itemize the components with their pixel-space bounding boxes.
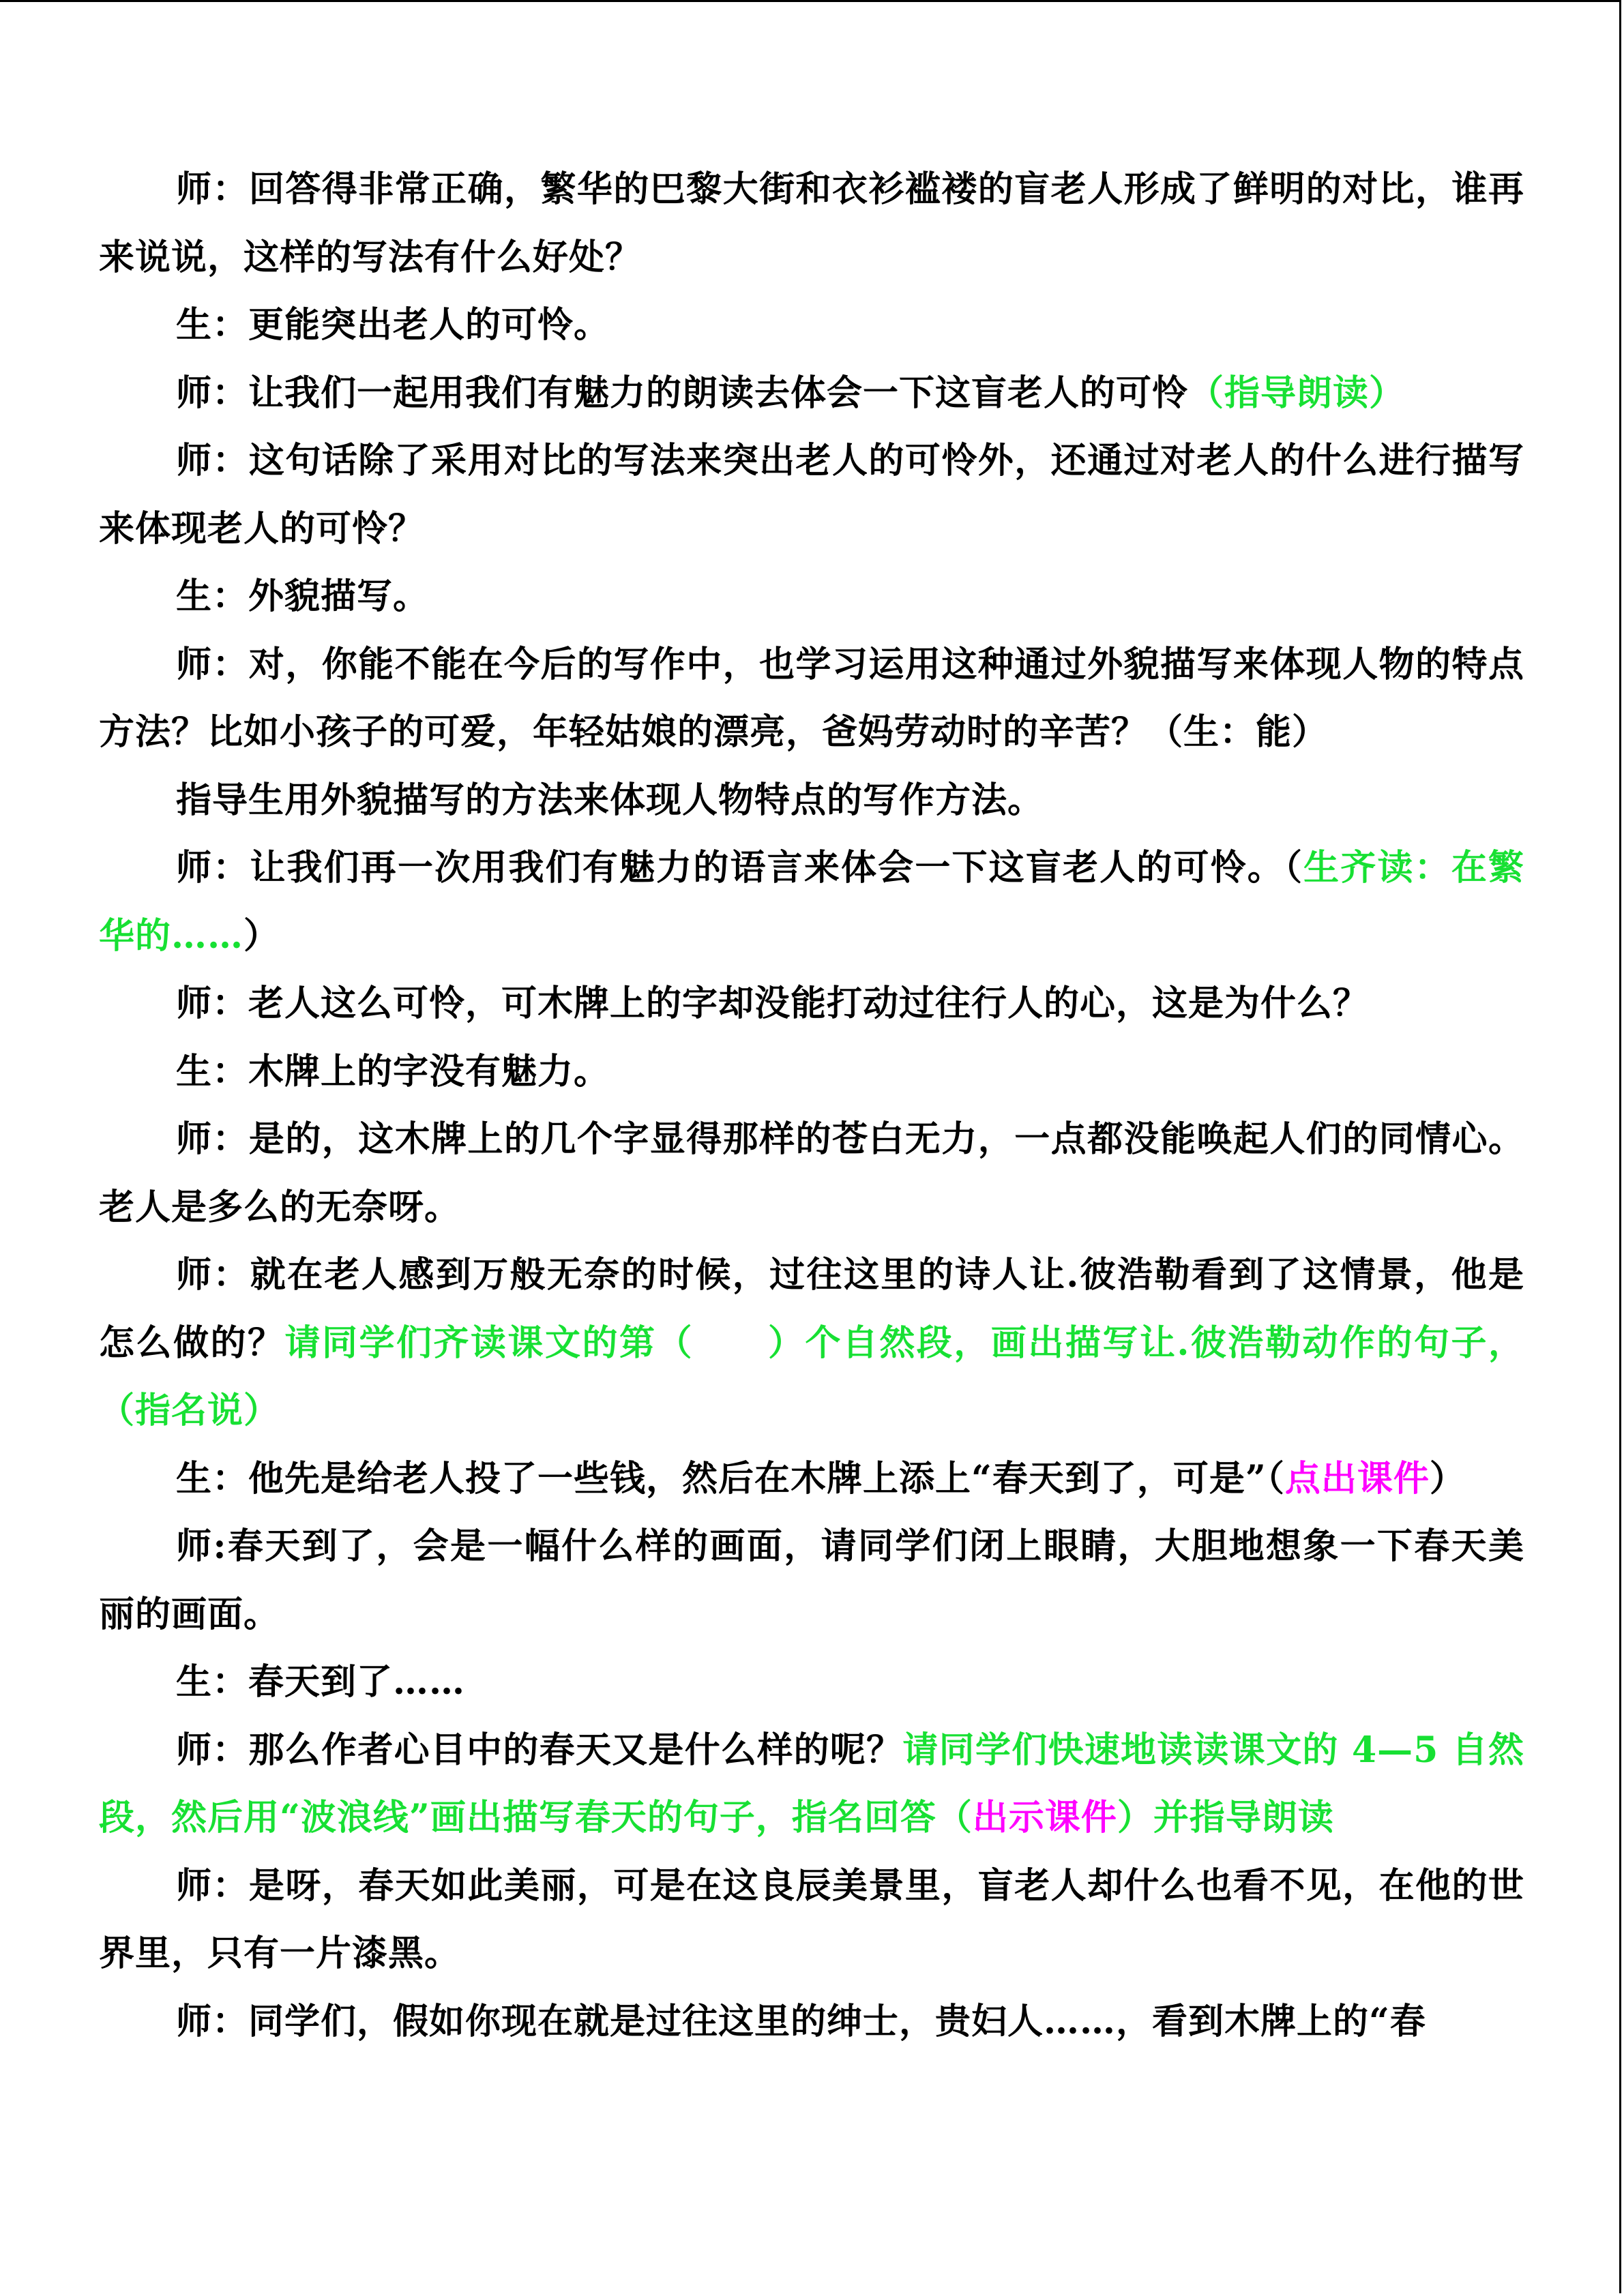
paragraph — [99, 1241, 1524, 1445]
text-segment: 师：是的，这木牌上的几个字显得那样的苍白无力，一点都没能唤起人们的同情心。老人是多么的无奈呀。 — [99, 1118, 1524, 1228]
paragraph — [99, 1648, 1524, 1716]
text-segment: 师：老人这么可怜，可木牌上的字却没能打动过往行人的心，这是为什么？ — [176, 983, 1370, 1024]
paragraph — [99, 834, 1524, 970]
paragraph — [99, 563, 1524, 631]
text-segment: 师:春天到了，会是一幅什么样的画面，请同学们闭上眼睛，大胆地想象一下春天美丽的画面。 — [99, 1525, 1524, 1635]
text-segment: 师：回答得非常正确，繁华的巴黎大街和衣衫褴褛的盲老人形成了鲜明的对比，谁再来说说，这样的写法有什么好处？ — [99, 168, 1524, 278]
text-segment: 师：那么作者心目中的春天又是什么样的呢？ — [176, 1729, 903, 1771]
text-segment: 生：木牌上的字没有魅力。 — [176, 1050, 610, 1092]
paragraph — [99, 1038, 1524, 1106]
paragraph — [99, 631, 1524, 766]
green-annotation: ）并指导朗读 — [1117, 1797, 1334, 1838]
text-segment: 师：对，你能不能在今后的写作中，也学习运用这种通过外貌描写来体现人物的特点方法？比如小孩子的可爱，年轻姑娘的漂亮，爸妈劳动时的辛苦？（生：能） — [99, 643, 1524, 753]
text-segment: 师：就在老人感到万般无奈的时候，过往这里的诗人让.彼浩勒看到了这情景，他是怎么做的？ — [99, 1254, 1524, 1364]
green-annotation: 生齐读：在繁华的…… — [99, 847, 1524, 957]
paragraph — [99, 359, 1524, 428]
text-segment: 生：他先是给老人投了一些钱，然后在木牌上添上“春天到了，可是”（ — [176, 1457, 1285, 1500]
paragraph — [99, 1852, 1524, 1988]
text-segment: 师：这句话除了采用对比的写法来突出老人的可怜外，还通过对老人的什么进行描写来体现老人的可怜？ — [99, 440, 1524, 550]
text-segment: 生：春天到了…… — [176, 1661, 466, 1703]
text-segment: ） — [243, 914, 280, 957]
paragraph — [99, 1988, 1524, 2056]
magenta-annotation: 点出课件 — [1284, 1457, 1430, 1500]
text-segment: 师：同学们，假如你现在就是过往这里的绅士，贵妇人……，看到木牌上的“春 — [176, 2000, 1426, 2042]
paragraph — [99, 291, 1524, 359]
paragraph — [99, 970, 1524, 1038]
paragraph — [99, 1445, 1524, 1513]
paragraph — [99, 1716, 1524, 1852]
paragraph — [99, 1512, 1524, 1648]
paragraph — [99, 1105, 1524, 1241]
green-annotation: （指导朗读） — [1188, 372, 1406, 414]
magenta-annotation: 出示课件 — [972, 1797, 1117, 1838]
paragraph — [99, 766, 1524, 835]
paragraph — [99, 427, 1524, 563]
document-body — [99, 155, 1524, 2055]
green-annotation: 请同学们快速地读读课文的 4—5 自然段，然后用“波浪线”画出描写春天的句子，指名回答（ — [99, 1729, 1524, 1838]
paragraph — [99, 155, 1524, 291]
text-segment: 指导生用外貌描写的方法来体现人物特点的写作方法。 — [176, 779, 1044, 821]
text-segment: 生：外貌描写。 — [176, 576, 430, 617]
green-annotation: 请同学们齐读课文的第（ ）个自然段，画出描写让.彼浩勒动作的句子，（指名说） — [99, 1322, 1524, 1431]
text-segment: 生：更能突出老人的可怜。 — [176, 304, 610, 346]
text-segment: ） — [1429, 1457, 1466, 1500]
text-segment: 师：让我们一起用我们有魅力的朗读去体会一下这盲老人的可怜 — [176, 372, 1189, 414]
text-segment: 师：让我们再一次用我们有魅力的语言来体会一下这盲老人的可怜。（ — [176, 847, 1304, 889]
text-segment: 师：是呀，春天如此美丽，可是在这良辰美景里，盲老人却什么也看不见，在他的世界里，只有一片漆黑。 — [99, 1864, 1524, 1974]
